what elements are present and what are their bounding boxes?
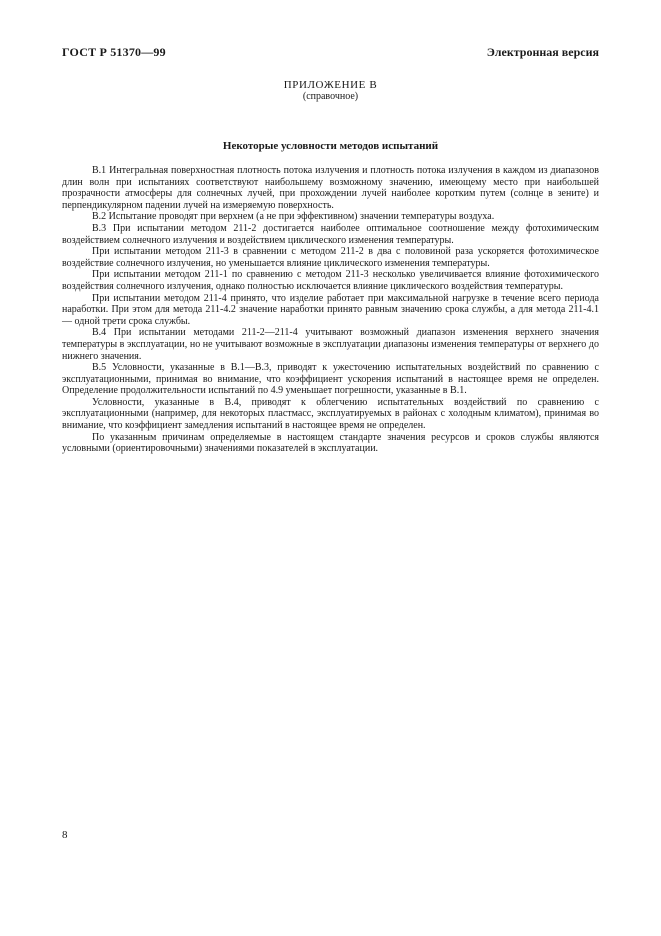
paragraph-conclusion: По указанным причинам определяемые в настоящем стандарте значения ресурсов и сроков службы являются условными (ориентировочными) значениями показателей в эксплуатации.	[62, 431, 599, 455]
edition-label: Электронная версия	[486, 45, 599, 59]
paragraph-b1: В.1 Интегральная поверхностная плотность потока излучения и плотность потока излучения в каждом из диапазонов длин волн при испытаниях соответствуют наибольшему возможному значению, имеющему место при наибольшей прозрачности атмосферы для солнечных лучей, при прохождении лучей наиболее коротким путем (солнце в зените) и перпендикулярном падении лучей на измеряемую поверхность.	[62, 165, 599, 211]
section-title: Некоторые условности методов испытаний	[222, 140, 439, 152]
standard-designation: ГОСТ Р 51370—99	[62, 45, 166, 59]
page-number: 8	[62, 829, 68, 841]
paragraph-method-211-1: При испытании методом 211-1 по сравнению с методом 211-3 несколько увеличивается влияние фотохимического воздействия солнечного излучения, однако полностью исключается влияние циклического воздействия температуры.	[62, 269, 599, 292]
paragraph-method-211-3: При испытании методом 211-3 в сравнении с методом 211-2 в два с половиной раза ускоряется фотохимическое воздействие солнечного излучения, но уменьшается влияние циклического изменения температуры.	[62, 246, 599, 269]
paragraph-b3: В.3 При испытании методом 211-2 достигается наиболее оптимальное соотношение между фотохимическим воздействием солнечного излучения и воздействием циклического изменения температуры.	[62, 222, 599, 246]
paragraph-b4-conditions: Условности, указанные в В.4, приводят к облегчению испытательных воздействий по сравнению с эксплуатационными (например, для некоторых пластмасс, эксплуатируемых в районах с холодным климатом), принимая во внимание, что коэффициент замедления испытаний в настоящее время не определен.	[62, 396, 599, 432]
appendix-note: (справочное)	[302, 91, 359, 102]
paragraph-b5: В.5 Условности, указанные в В.1—В.3, приводят к ужесточению испытательных воздействий по сравнению с эксплуатационными, принимая во внимание, что коэффициент ускорения испытаний в настоящее время не определен. Определение продолжительности испытаний по 4.9 уменьшает погрешности, указанные в В.1.	[62, 362, 599, 397]
paragraph-b4: В.4 При испытании методами 211-2—211-4 учитывают возможный диапазон изменения верхнего значения температуры в эксплуатации, но не учитывают возможные в эксплуатации диапазоны изменения температуры от верхнего до нижнего значения.	[62, 327, 599, 362]
body-text	[62, 165, 599, 455]
paragraph-b2: В.2 Испытание проводят при верхнем (а не при эффективном) значении температуры воздуха.	[92, 211, 495, 223]
appendix-title: ПРИЛОЖЕНИЕ В	[283, 79, 378, 91]
paragraph-method-211-4: При испытании методом 211-4 принято, что изделие работает при максимальной нагрузке в течение всего периода наработки. При этом для метода 211-4.2 значение наработки принято равным значению срока службы, а для метода 211-4.1 — одной трети срока службы.	[62, 292, 599, 327]
